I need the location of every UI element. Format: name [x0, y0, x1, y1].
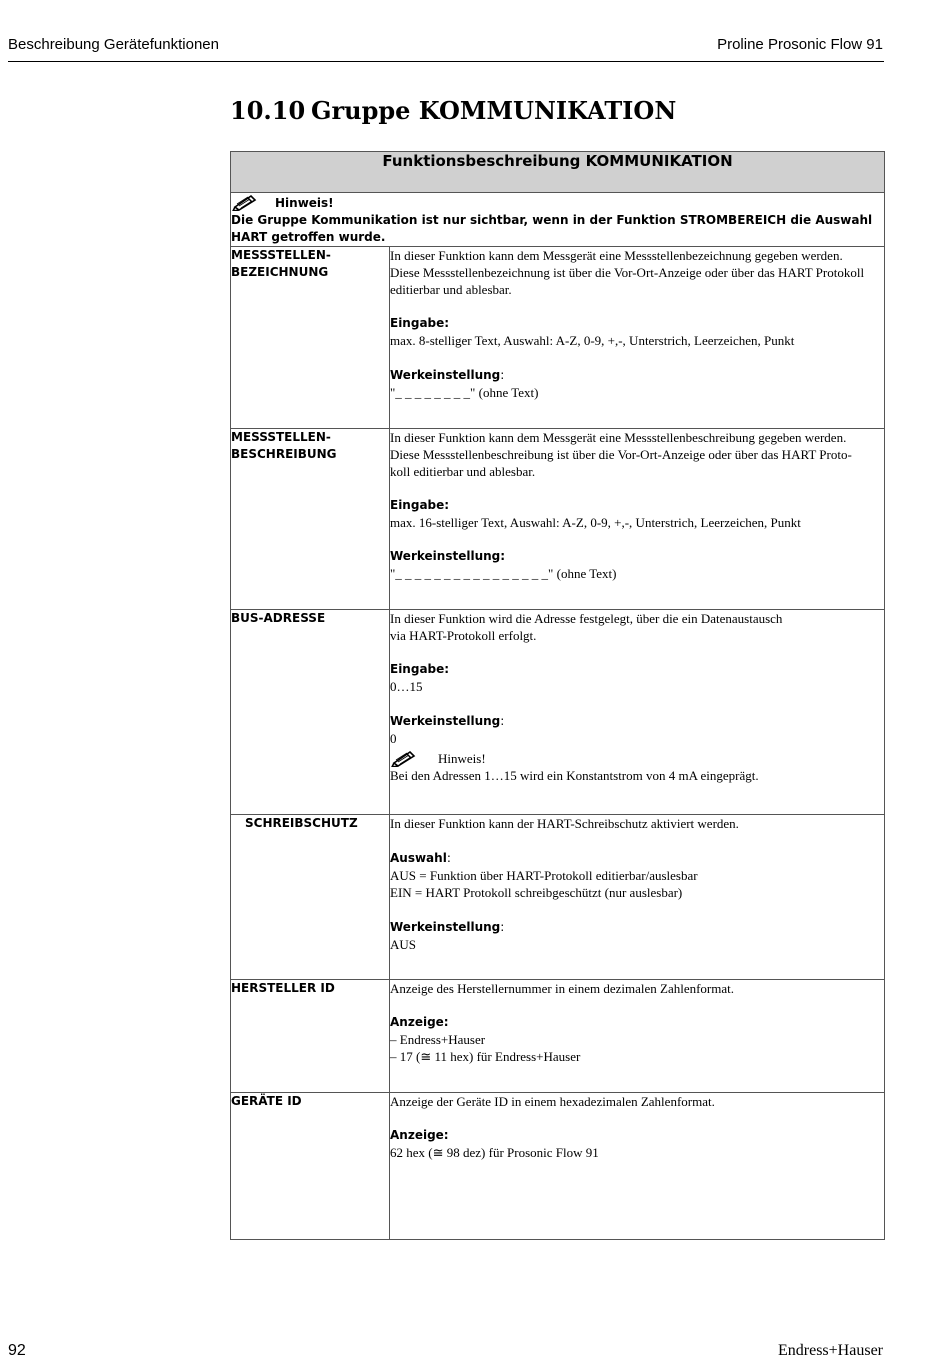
running-header-right: Proline Prosonic Flow 91: [717, 36, 883, 53]
table-row: [231, 429, 885, 610]
table-row: [231, 815, 885, 980]
note-text: Die Gruppe Kommunikation ist nur sichtbar, wenn in der Funktion STROMBEREICH die Auswahl HART getroffen wurde.: [231, 213, 873, 244]
function-description: In dieser Funktion kann der HART-Schreibschutz aktiviert werden. Auswahl: AUS = Funktion über HART-Protokoll editierbar/auslesbar EIN = HART Protokoll schreibgeschützt (nur auslesbar) Werkeinstellung: AUS: [390, 815, 885, 980]
pencil-icon: [390, 749, 418, 767]
default-label: Werkeinstellung:: [390, 549, 506, 563]
group-note: [231, 193, 885, 247]
display-label: Anzeige:: [390, 1015, 449, 1029]
function-description: In dieser Funktion wird die Adresse festgelegt, über die ein Datenaustausch via HART-Protokoll erfolgt. Eingabe: 0…15 Werkeinstellung: 0 Hinweis! Bei den Adressen 1…15 wird ein Konstantstrom von 4 mA eingeprägt.: [390, 610, 885, 815]
function-description: In dieser Funktion kann dem Messgerät eine Messstellenbeschreibung gegeben werden. Diese Messstellenbeschreibung ist über die Vor-Ort-Anzeige oder über das HART Proto- koll editierbar und ablesbar. Eingabe: max. 16-stelliger Text, Auswahl: A-Z, 0-9, +,-, Unterstrich, Leerzeichen, Punkt Werkeinstellung: "_ _ _ _ _ _ _ _ _ _ _ _ _ _ _ _" (ohne Text): [390, 429, 885, 610]
default-label: Werkeinstellung: [390, 920, 501, 934]
input-value: 0…15: [390, 679, 423, 694]
display-label: Anzeige:: [390, 1128, 449, 1142]
function-description: Anzeige der Geräte ID in einem hexadezimalen Zahlenformat. Anzeige: 62 hex (≅ 98 dez) für Prosonic Flow 91: [390, 1093, 885, 1240]
page-number: 92: [8, 1342, 26, 1359]
section-heading: Gruppe KOMMUNIKATION: [311, 96, 677, 125]
table-row: [231, 247, 885, 429]
input-value: max. 8-stelliger Text, Auswahl: A-Z, 0-9, +,-, Unterstrich, Leerzeichen, Punkt: [390, 333, 795, 348]
default-value: 0: [390, 731, 397, 746]
input-label: Eingabe:: [390, 662, 450, 676]
pencil-icon: [231, 193, 259, 211]
table-row: [231, 610, 885, 815]
select-label: Auswahl: [390, 851, 447, 865]
table-row: [231, 1093, 885, 1240]
hint-label: Hinweis!: [438, 751, 486, 766]
default-value: AUS: [390, 937, 417, 952]
default-value: "_ _ _ _ _ _ _ _ _ _ _ _ _ _ _ _" (ohne Text): [390, 566, 617, 581]
default-label: Werkeinstellung: [390, 714, 501, 728]
section-title: [230, 96, 676, 125]
hint-text: Bei den Adressen 1…15 wird ein Konstantstrom von 4 mA eingeprägt.: [390, 768, 759, 783]
option-aus: AUS = Funktion über HART-Protokoll editierbar/auslesbar: [390, 868, 698, 883]
table-heading: Funktionsbeschreibung KOMMUNIKATION: [231, 152, 885, 193]
input-label: Eingabe:: [390, 498, 450, 512]
section-number: 10.10: [230, 96, 306, 125]
option-ein: EIN = HART Protokoll schreibgeschützt (nur auslesbar): [390, 885, 683, 900]
function-name: BUS-ADRESSE: [231, 610, 390, 815]
note-label: Hinweis!: [275, 196, 334, 210]
function-name: HERSTELLER ID: [231, 980, 390, 1093]
header-rule: [8, 61, 884, 62]
input-value: max. 16-stelliger Text, Auswahl: A-Z, 0-9, +,-, Unterstrich, Leerzeichen, Punkt: [390, 515, 801, 530]
function-table: [230, 151, 885, 1240]
default-label: Werkeinstellung: [390, 368, 501, 382]
function-name: MESSSTELLEN- BESCHREIBUNG: [231, 429, 390, 610]
function-name: GERÄTE ID: [231, 1093, 390, 1240]
function-name: MESSSTELLEN- BEZEICHNUNG: [231, 247, 390, 429]
table-row: [231, 980, 885, 1093]
running-header-left: Beschreibung Gerätefunktionen: [8, 36, 219, 53]
footer-brand: Endress+Hauser: [778, 1342, 883, 1359]
input-label: Eingabe:: [390, 316, 450, 330]
function-description: In dieser Funktion kann dem Messgerät eine Messstellenbezeichnung gegeben werden. Diese Messstellenbezeichnung ist über die Vor-Ort-Anzeige oder über das HART Protokoll editierbar und ablesbar. Eingabe: max. 8-stelliger Text, Auswahl: A-Z, 0-9, +,-, Unterstrich, Leerzeichen, Punkt Werkeinstellung: "_ _ _ _ _ _ _ _" (ohne Text): [390, 247, 885, 429]
function-name: SCHREIBSCHUTZ: [231, 815, 390, 980]
function-description: Anzeige des Herstellernummer in einem dezimalen Zahlenformat. Anzeige: – Endress+Hauser – 17 (≅ 11 hex) für Endress+Hauser: [390, 980, 885, 1093]
default-value: "_ _ _ _ _ _ _ _" (ohne Text): [390, 385, 539, 400]
